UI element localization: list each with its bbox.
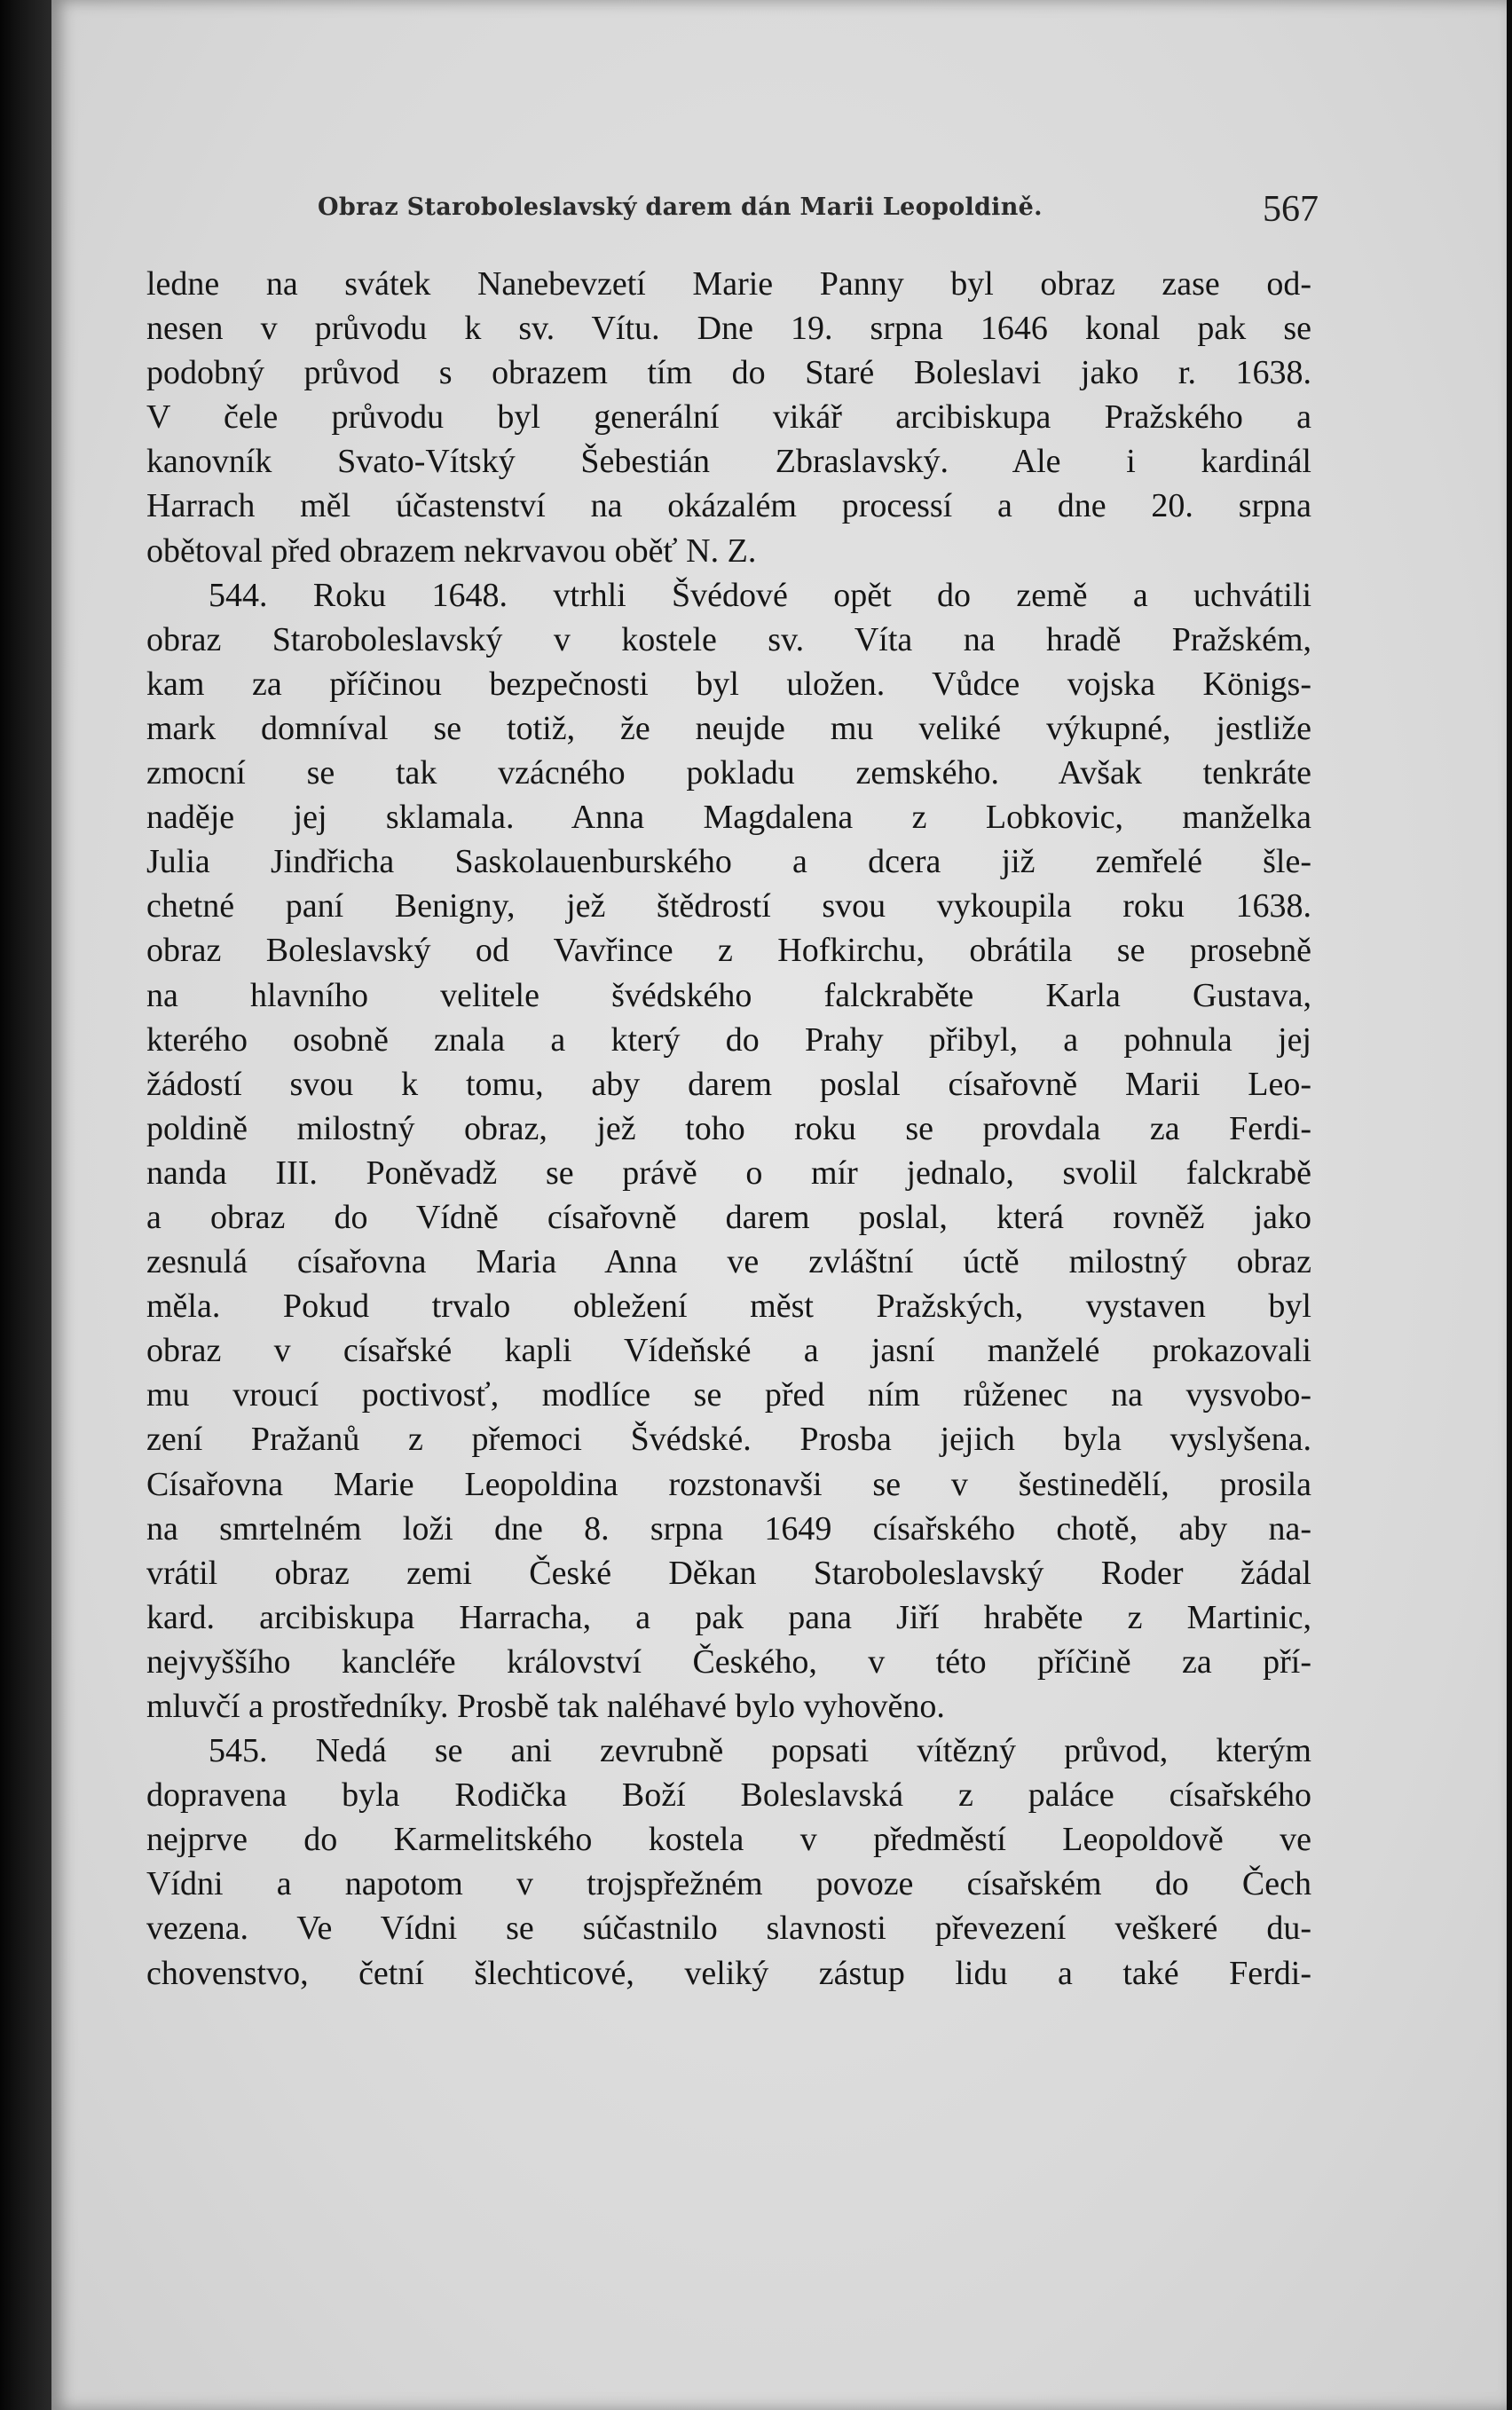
text-line: žádostí svou k tomu, aby darem poslal císařovně Marii Leo- [146,1065,1311,1103]
text-line: Císařovna Marie Leopoldina rozstonavši se v šestinedělí, prosila [146,1465,1311,1503]
text-line: naděje jej sklamala. Anna Magdalena z Lobkovic, manželka [146,799,1311,837]
text-line: ledne na svátek Nanebevzetí Marie Panny byl obraz zase od- [146,265,1311,303]
text-line: mluvčí a prostředníky. Prosbě tak naléhavé bylo vyhověno. [146,1688,945,1725]
text-line: kam za příčinou bezpečnosti byl uložen. Vůdce vojska Königs- [146,665,1311,703]
text-line: zení Pražanů z přemoci Švédské. Prosba jejich byla vyslyšena. [146,1421,1311,1459]
text-line: 545. Nedá se ani zevrubně popsati vítězný průvod, kterým [209,1732,1311,1770]
text-line: zmocní se tak vzácného pokladu zemského. Avšak tenkráte [146,754,1311,792]
text-line: obětoval před obrazem nekrvavou oběť N. Z. [146,532,757,570]
page-header [318,188,1319,232]
text-line: kterého osobně znala a který do Prahy přibyl, a pohnula jej [146,1020,1311,1059]
text-line: poldině milostný obraz, jež toho roku se provdala za Ferdi- [146,1109,1311,1147]
body-text [146,262,1311,1996]
running-title: Obraz Staroboleslavský darem dán Marii Leopoldině. [318,193,1043,221]
book-gutter-shadow [0,0,53,2410]
text-line: obraz Staroboleslavský v kostele sv. Víta na hradě Pražském, [146,620,1311,658]
text-line: měla. Pokud trvalo obležení měst Pražských, vystaven byl [146,1288,1311,1326]
text-line: vezena. Ve Vídni se súčastnilo slavnosti převezení veškeré du- [146,1910,1311,1948]
text-line: kard. arcibiskupa Harracha, a pak pana Jiří hraběte z Martinic, [146,1598,1311,1636]
text-line: zesnulá císařovna Maria Anna ve zvláštní úctě milostný obraz [146,1243,1311,1281]
text-line: a obraz do Vídně císařovně darem poslal, která rovněž jako [146,1198,1311,1236]
text-line: nesen v průvodu k sv. Vítu. Dne 19. srpna 1646 konal pak se [146,310,1311,348]
text-line: na smrtelném loži dne 8. srpna 1649 císařského chotě, aby na- [146,1509,1311,1548]
text-line: obraz Boleslavský od Vavřince z Hofkirchu, obrátila se prosebně [146,932,1311,970]
text-line: chovenstvo, četní šlechticové, veliký zástup lidu a také Ferdi- [146,1954,1311,1992]
text-line: obraz v císařské kapli Vídeňské a jasní manželé prokazovali [146,1332,1311,1370]
page-number: 567 [1263,189,1319,230]
text-line: Julia Jindřicha Saskolauenburského a dcera již zemřelé šle- [146,843,1311,881]
text-line: mu vroucí poctivosť, modlíce se před ním růženec na vysvobo- [146,1376,1311,1414]
text-line: kanovník Svato-Vítský Šebestián Zbraslavský. Ale i kardinál [146,443,1311,481]
text-line: nanda III. Poněvadž se právě o mír jednalo, svolil falckrabě [146,1154,1311,1192]
text-line: 544. Roku 1648. vtrhli Švédové opět do země a uchvátili [209,576,1311,614]
text-line: mark domníval se totiž, že neujde mu veliké výkupné, jestliže [146,709,1311,747]
text-line: vrátil obraz zemi České Děkan Staroboleslavský Roder žádal [146,1554,1311,1592]
text-line: V čele průvodu byl generální vikář arcibiskupa Pražského a [146,398,1311,437]
text-line: Vídni a napotom v trojspřežném povoze císařském do Čech [146,1865,1311,1903]
text-line: Harrach měl účastenství na okázalém processí a dne 20. srpna [146,487,1311,525]
text-line: nejprve do Karmelitského kostela v předměstí Leopoldově ve [146,1821,1311,1859]
text-line: podobný průvod s obrazem tím do Staré Boleslavi jako r. 1638. [146,354,1311,392]
book-page [51,0,1507,2410]
text-line: chetné paní Benigny, jež štědrostí svou vykoupila roku 1638. [146,887,1311,925]
text-line: dopravena byla Rodička Boží Boleslavská z paláce císařského [146,1776,1311,1815]
text-line: na hlavního velitele švédského falckraběte Karla Gustava, [146,976,1311,1014]
text-line: nejvyššího kancléře království Českého, v této příčině za pří- [146,1642,1311,1681]
